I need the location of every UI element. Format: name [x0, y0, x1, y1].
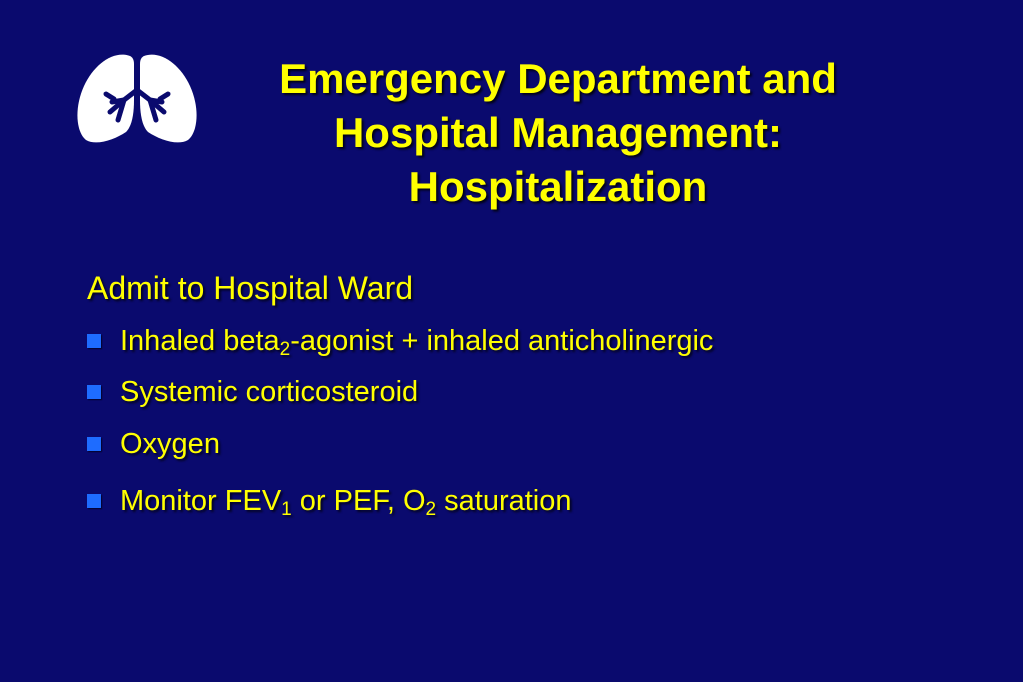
title-line-2: Hospital Management:	[333, 109, 783, 156]
bullet-item-inhaled-agonist	[87, 322, 713, 360]
bullet-square-icon	[87, 334, 101, 348]
subscript: 2	[279, 339, 291, 360]
bullet-text-part: Monitor FEV	[120, 485, 282, 517]
bullet-text-part: -agonist + inhaled anticholinergic	[290, 325, 714, 357]
subscript: 1	[281, 499, 292, 520]
title-line-3: Hospitalization	[408, 163, 708, 210]
bullet-square-icon	[87, 385, 101, 399]
bullet-square-icon	[87, 437, 101, 451]
bullet-square-icon	[87, 494, 101, 508]
bullet-text: Systemic corticosteroid	[120, 376, 419, 408]
subscript: 2	[425, 499, 437, 520]
bullet-item-corticosteroid	[87, 373, 418, 411]
slide-title	[215, 52, 901, 214]
bullet-text-part: Inhaled beta	[120, 325, 280, 357]
bullet-text	[120, 322, 713, 360]
bullet-text-part: or PEF, O	[291, 485, 426, 517]
bullet-text: Oxygen	[120, 428, 220, 460]
bullet-text-part: saturation	[436, 485, 572, 517]
section-heading: Admit to Hospital Ward	[87, 270, 414, 306]
lungs-icon	[74, 50, 200, 146]
bullet-item-oxygen	[87, 425, 220, 463]
title-line-1: Emergency Department and	[279, 55, 837, 102]
bullet-text	[120, 482, 572, 520]
bullet-item-monitor	[87, 482, 572, 520]
